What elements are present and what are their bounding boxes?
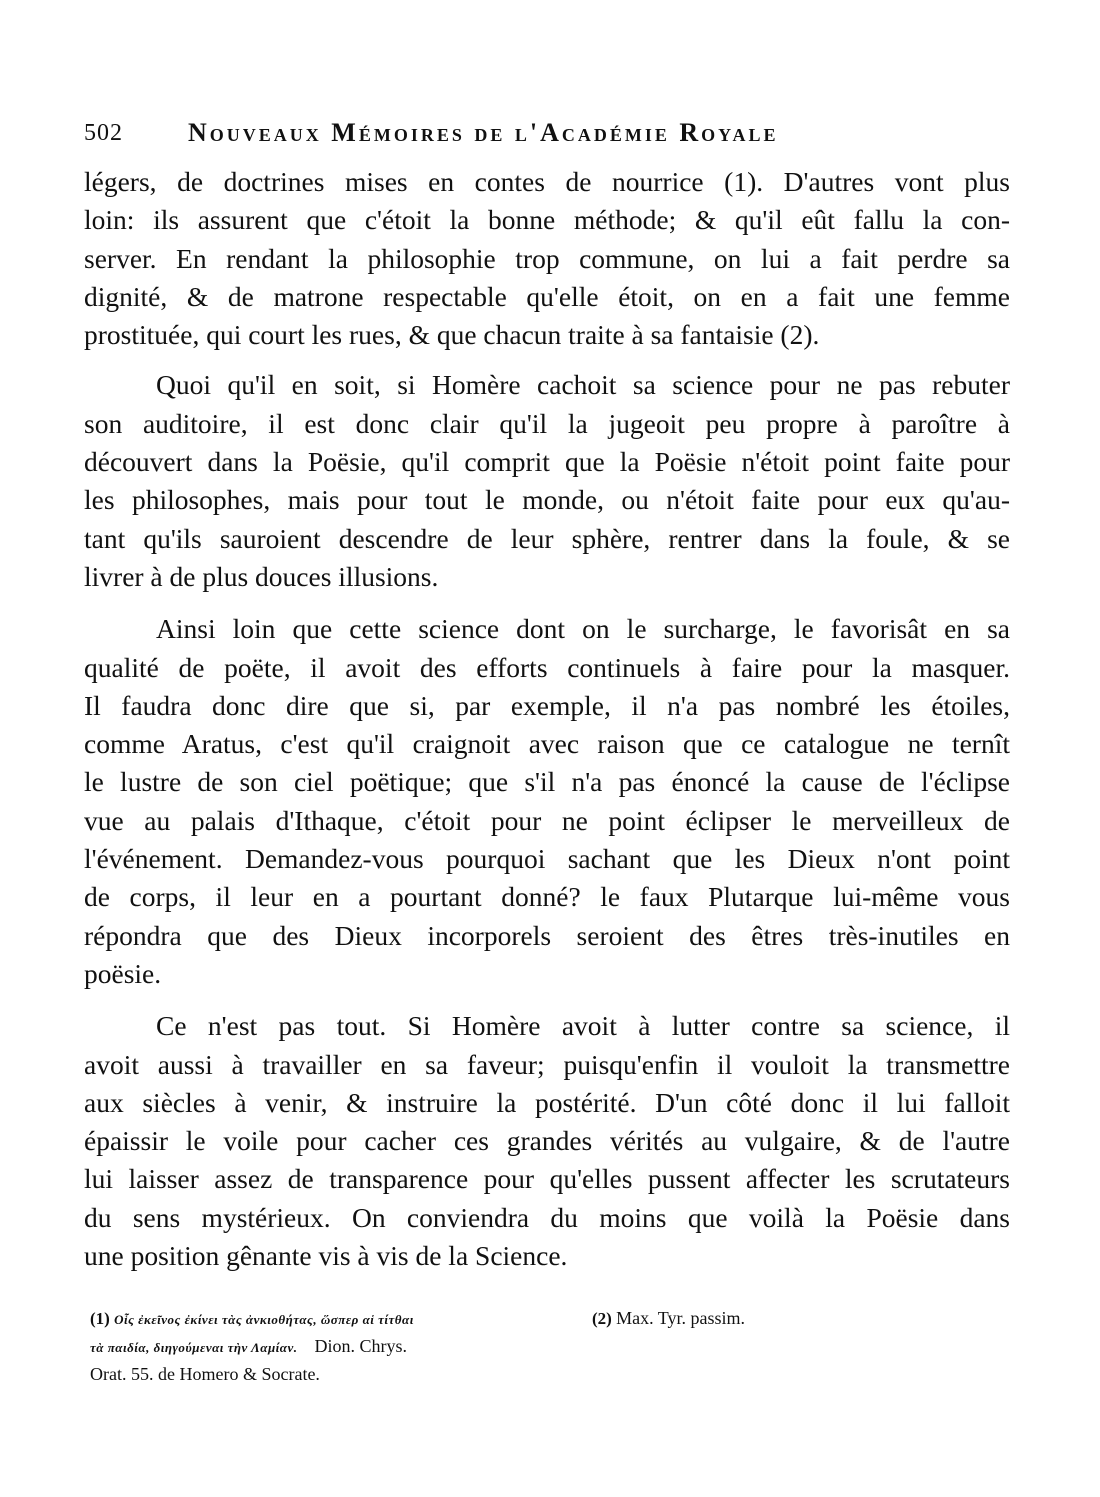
text-line: de corps, il leur en a pourtant donné? le faux Plutarque lui-même vous [84,881,1010,913]
page-number: 502 [84,120,123,146]
text-line: les philosophes, mais pour tout le monde, ou n'étoit faite pour eux qu'au- [84,484,1010,516]
text-line: vue au palais d'Ithaque, c'étoit pour ne point éclipser le merveilleux de [84,804,1010,836]
text-line: livrer à de plus douces illusions. [84,560,439,592]
text-line: loin: ils assurent que c'étoit la bonne méthode; & qu'il eût fallu la con- [84,204,1010,236]
paragraph-4 [84,1007,1010,1275]
paragraph-3 [84,610,1010,993]
text-line: prostituée, qui court les rues, & que chacun traite à sa fantaisie (2). [84,319,820,351]
paragraph-2 [84,366,1010,596]
citation-source: Dion. Chrys. [314,1336,408,1356]
greek-quote: Οἷς ἐκεῖνος ἐκίνει τὰς ἀνκιοθήτας, ὥσπερ αἱ τίτθαι [114,1312,414,1327]
main-text [84,163,1010,1283]
text-line: une position gênante vis à vis de la Science. [84,1240,568,1272]
paragraph-1 [84,163,1010,354]
text-line: son auditoire, il est donc clair qu'il la jugeoit peu propre à paroître à [84,407,1010,439]
footnote-mark: (1) [90,1309,110,1328]
text-line: Il faudra donc dire que si, par exemple, il n'a pas nombré les étoiles, [84,689,1010,721]
text-line: aux siècles à venir, & instruire la postérité. D'un côté donc il lui falloit [84,1086,1010,1118]
text-line: l'événement. Demandez-vous pourquoi sachant que les Dieux n'ont point [84,843,1010,875]
text-line: découvert dans la Poësie, qu'il comprit que la Poësie n'étoit point faite pour [84,446,1010,478]
footnote-2 [592,1305,892,1332]
text-line: tant qu'ils sauroient descendre de leur sphère, rentrer dans la foule, & se [84,522,1010,554]
text-line: le lustre de son ciel poëtique; que s'il n'a pas énoncé la cause de l'éclipse [84,766,1010,798]
text-line: avoit aussi à travailler en sa faveur; puisqu'enfin il vouloit la transmettre [84,1048,1010,1080]
text-line: répondra que des Dieux incorporels seroient des êtres très-inutiles en [84,919,1010,951]
text-line: légers, de doctrines mises en contes de nourrice (1). D'autres vont plus [84,166,1010,197]
text-line: du sens mystérieux. On conviendra du moins que voilà la Poësie dans [84,1201,1010,1233]
footnote-1 [90,1305,560,1388]
text-line: Quoi qu'il en soit, si Homère cachoit sa science pour ne pas rebuter [156,369,1010,401]
citation-detail: Orat. 55. de Homero & Socrate. [90,1364,320,1384]
text-line: server. En rendant la philosophie trop commune, on lui a fait perdre sa [84,242,1010,274]
text-line: poësie. [84,957,162,989]
greek-quote: τὰ παιδία, διηγούμεναι τὴν Λαμίαν. [90,1340,298,1355]
text-line: Ainsi loin que cette science dont on le surcharge, le favorisât en sa [156,613,1010,645]
text-line: dignité, & de matrone respectable qu'elle étoit, on en a fait une femme [84,280,1010,312]
footnote-mark: (2) [592,1309,612,1328]
running-title: Nouveaux Mémoires de l'Académie Royale [188,118,779,147]
text-line: épaissir le voile pour cacher ces grandes vérités au vulgaire, & de l'autre [84,1125,1010,1157]
text-line: comme Aratus, c'est qu'il craignoit avec raison que ce catalogue ne ternît [84,728,1010,760]
text-line: Ce n'est pas tout. Si Homère avoit à lutter contre sa science, il [156,1010,1010,1042]
text-line: qualité de poëte, il avoit des efforts continuels à faire pour la masquer. [84,651,1010,683]
citation-source: Max. Tyr. passim. [616,1308,745,1328]
page-header [84,118,944,154]
text-line: lui laisser assez de transparence pour qu'elles pussent affecter les scrutateurs [84,1163,1010,1195]
